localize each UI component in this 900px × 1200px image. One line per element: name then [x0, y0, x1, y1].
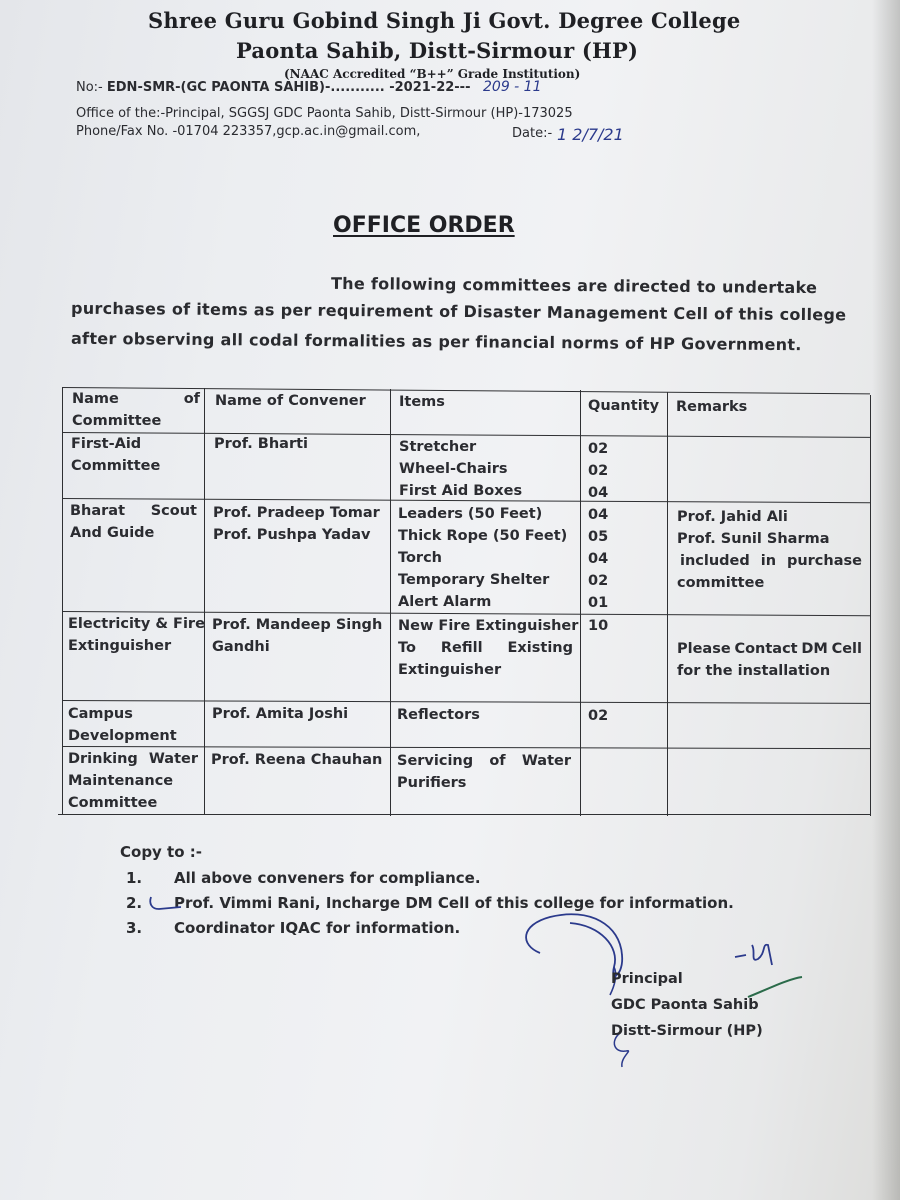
row3-convener-line1: Prof. Mandeep Singh [212, 617, 383, 633]
row2-convener-line2: Prof. Pushpa Yadav [213, 527, 371, 543]
ref-number-text: EDN-SMR-(GC PAONTA SAHIB)-........... -2021-22--- [106, 80, 471, 95]
row3-remarks-word-1: Please [677, 641, 731, 657]
row1-committee-line2: Committee [71, 458, 161, 474]
handwritten-tick-mark [145, 893, 185, 917]
page-title: OFFICE ORDER [333, 213, 515, 238]
row4-committee-line2: Development [68, 728, 177, 744]
row2-convener-line1: Prof. Pradeep Tomar [213, 505, 380, 521]
copy-item-3-text: Coordinator IQAC for information. [174, 919, 461, 937]
row3-committee-line2: Extinguisher [68, 638, 172, 654]
row1-item-2: Wheel-Chairs [399, 461, 508, 477]
row3-items-word-3: Existing [507, 640, 573, 656]
copy-item-1-num: 1. [126, 869, 143, 887]
table-col-divider-3 [580, 390, 581, 816]
row2-committee-word-1: Bharat [70, 503, 126, 519]
row4-convener-line1: Prof. Amita Joshi [212, 706, 349, 722]
table-row-3-committee [68, 613, 205, 657]
table-row-2-committee [70, 500, 197, 544]
row5-items-word-2: of [489, 753, 506, 769]
row3-remarks-word-3: DM [801, 641, 828, 657]
row2-item-4: Temporary Shelter [398, 572, 550, 588]
table-row-4-quantity [588, 705, 608, 727]
row3-committee-line1: Electricity & Fire [68, 616, 205, 632]
header-committee [72, 388, 200, 432]
row2-remarks-line2: Prof. Sunil Sharma [677, 531, 830, 547]
row3-remarks-line2: for the installation [677, 663, 831, 679]
college-name-line1: Shree Guru Gobind Singh Ji Govt. Degree College [148, 8, 741, 33]
row2-qty-4: 02 [588, 573, 609, 589]
table-col-divider-4 [667, 392, 668, 816]
copy-to-heading: Copy to :- [120, 843, 202, 861]
table-row-2-items [398, 503, 567, 613]
row4-committee-line1: Campus [68, 706, 133, 722]
handwritten-ref-number: 209 - 11 [483, 79, 542, 95]
row5-convener-line1: Prof. Reena Chauhan [211, 752, 383, 768]
row2-qty-2: 05 [588, 529, 609, 545]
table-row-1-items [399, 436, 522, 502]
table-row-1-committee [71, 433, 160, 477]
copy-item-3-num: 3. [126, 919, 143, 937]
header-quantity: Quantity [588, 398, 660, 414]
row2-committee-word-2: Scout [150, 503, 197, 519]
row4-item-1: Reflectors [397, 707, 480, 723]
table-border-left [62, 387, 63, 815]
row5-committee-word-2: Water [148, 751, 198, 767]
table-row-5-items [397, 750, 571, 794]
table-row-4-convener [212, 703, 348, 725]
table-row-3-quantity [588, 615, 608, 637]
table-row-5-committee [68, 748, 198, 814]
row4-qty-1: 02 [588, 708, 609, 724]
row5-committee-line3: Committee [68, 795, 158, 811]
row2-committee-line2: And Guide [70, 525, 155, 541]
table-row-4-items [397, 704, 480, 726]
naac-line: (NAAC Accredited “B++” Grade Institution) [284, 67, 581, 81]
row1-item-1: Stretcher [399, 439, 477, 455]
row3-convener-line2: Gandhi [212, 639, 270, 655]
row2-qty-5: 01 [588, 595, 609, 611]
table-row-2-convener [213, 502, 380, 546]
paragraph-line-2: purchases of items as per requirement of Disaster Management Cell of this college [70, 298, 847, 325]
table-row-4-committee [68, 703, 177, 747]
principal-signature [510, 905, 840, 1075]
table-row-1-quantity [588, 438, 608, 504]
copy-item-2-num: 2. [126, 894, 143, 912]
header-convener: Name of Convener [215, 393, 366, 409]
row5-committee-word-1: Drinking [68, 751, 138, 767]
table-row-3-items [398, 615, 579, 681]
row3-items-line3: Extinguisher [398, 662, 502, 678]
row3-qty-1: 10 [588, 618, 609, 634]
table-border-right [870, 395, 871, 816]
copy-item-2-text: Prof. Vimmi Rani, Incharge DM Cell of this college for information. [174, 894, 734, 912]
ref-prefix: No:- [76, 80, 107, 95]
date-label: Date:- [512, 126, 553, 141]
signature-title: Principal [611, 971, 683, 987]
page-edge-shadow [872, 0, 900, 1200]
table-row-3-convener [212, 614, 382, 658]
reference-number [76, 80, 470, 95]
row5-committee-line2: Maintenance [68, 773, 174, 789]
row5-items-word-1: Servicing [397, 753, 474, 769]
table-row-5-convener [211, 749, 382, 771]
table-row-1-convener [214, 433, 308, 455]
header-committee-word-3: Committee [72, 413, 162, 429]
row2-qty-3: 04 [588, 551, 609, 567]
row5-items-line2: Purifiers [397, 775, 467, 791]
row3-remarks-word-4: Cell [831, 641, 862, 657]
header-remarks: Remarks [676, 399, 748, 415]
row1-qty-1: 02 [588, 441, 609, 457]
row3-items-line1: New Fire Extinguisher [398, 618, 579, 634]
header-committee-word-2: of [183, 391, 200, 407]
row1-item-3: First Aid Boxes [399, 483, 523, 499]
header-committee-word-1: Name [72, 391, 119, 407]
office-address: Office of the:-Principal, SGGSJ GDC Paonta Sahib, Distt-Sirmour (HP)-173025 [76, 106, 573, 121]
college-name-line2: Paonta Sahib, Distt-Sirmour (HP) [236, 38, 639, 63]
header-items: Items [399, 394, 445, 410]
table-row-3-remarks [677, 638, 862, 682]
row2-remarks-line4: committee [677, 575, 765, 591]
row2-remarks-word-1: included [680, 553, 750, 569]
handwritten-date: 1 2/7/21 [557, 125, 624, 144]
row1-qty-2: 02 [588, 463, 609, 479]
signature-college: GDC Paonta Sahib [611, 997, 759, 1013]
row2-qty-1: 04 [588, 507, 609, 523]
table-row-2-remarks [677, 506, 862, 594]
phone-email: Phone/Fax No. -01704 223357,gcp.ac.in@gmail.com, [76, 124, 421, 139]
paragraph-line-3: after observing all codal formalities as per financial norms of HP Government. [70, 328, 802, 355]
row3-items-word-1: To [398, 640, 416, 656]
table-row-2-quantity [588, 504, 608, 614]
row2-remarks-word-3: purchase [786, 553, 862, 569]
table-col-divider-1 [204, 388, 205, 815]
row2-item-3: Torch [398, 550, 442, 566]
row2-remarks-line1: Prof. Jahid Ali [677, 509, 788, 525]
row2-item-2: Thick Rope (50 Feet) [398, 528, 568, 544]
row1-committee-line1: First-Aid [71, 436, 142, 452]
signature-district: Distt-Sirmour (HP) [611, 1023, 763, 1039]
table-border-bottom [58, 814, 870, 815]
table-col-divider-2 [390, 389, 391, 816]
row1-qty-3: 04 [588, 485, 609, 501]
row2-item-5: Alert Alarm [398, 594, 492, 610]
paragraph-line-1: The following committees are directed to undertake [330, 273, 818, 298]
row3-items-word-2: Refill [440, 640, 483, 656]
row5-items-word-3: Water [521, 753, 571, 769]
row3-remarks-word-2: Contact [734, 641, 798, 657]
row2-remarks-word-2: in [760, 553, 777, 569]
copy-item-1-text: All above conveners for compliance. [174, 869, 481, 887]
row2-item-1: Leaders (50 Feet) [398, 506, 543, 522]
row1-convener-line1: Prof. Bharti [214, 436, 309, 452]
